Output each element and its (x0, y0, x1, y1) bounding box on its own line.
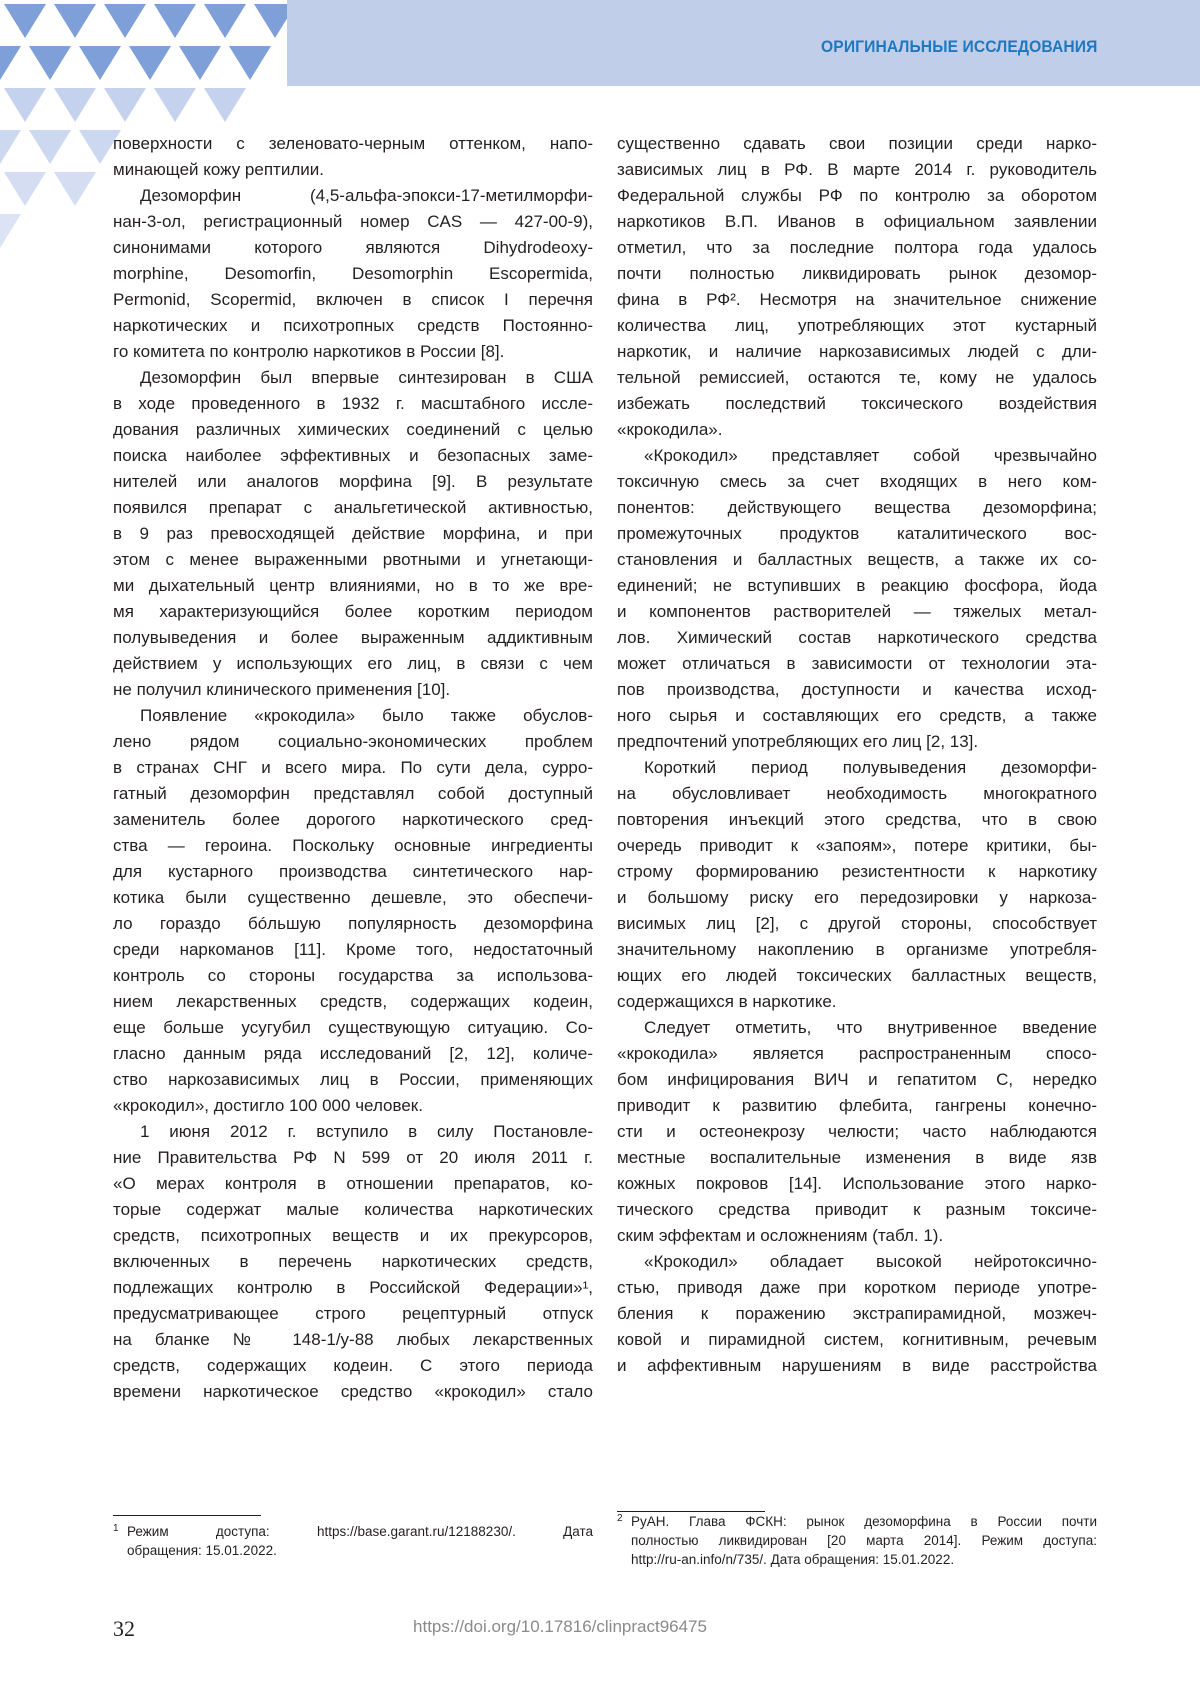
triangle-shape (204, 88, 246, 122)
text-line: нителей или аналогов морфина [9]. В результате (113, 469, 593, 495)
text-line: строму формированию резистентности к наркотику (617, 859, 1097, 885)
triangle-shape (54, 4, 96, 38)
text-line: сти и остеонекрозу челюсти; часто наблюдаются (617, 1119, 1097, 1145)
text-line: времени наркотическое средство «крокодил» стало (113, 1379, 593, 1405)
text-line: «крокодила». (617, 417, 1097, 443)
text-line: на обусловливает необходимость многократного (617, 781, 1097, 807)
text-line: поиска наиболее эффективных и безопасных заме- (113, 443, 593, 469)
right-column (617, 131, 1097, 1379)
text-line: «крокодила» является распространенным спосо- (617, 1041, 1097, 1067)
text-line: поверхности с зеленовато-черным оттенком, напо- (113, 131, 593, 157)
paragraph (113, 183, 593, 365)
triangle-shape (104, 4, 146, 38)
text-line: ства — героина. Поскольку основные ингредиенты (113, 833, 593, 859)
text-line: ние Правительства РФ N 599 от 20 июля 2011 г. (113, 1145, 593, 1171)
text-line: почти полностью ликвидировать рынок дезомор- (617, 261, 1097, 287)
text-line: лов. Химический состав наркотического средства (617, 625, 1097, 651)
footnote-divider (113, 1515, 261, 1516)
text-line: наркотиков В.П. Иванов в официальном заявлении (617, 209, 1097, 235)
text-line: единений; не вступивших в реакцию фосфора, йода (617, 573, 1097, 599)
footnote-line: РуАН. Глава ФСКН: рынок дезоморфина в России почти (617, 1512, 1097, 1531)
text-line: нан-3-ол, регистрационный номер CAS — 427-00-9), (113, 209, 593, 235)
text-line: Дезоморфин (4,5-альфа-эпокси-17-метилморфи- (113, 183, 593, 209)
text-line: контроль со стороны государства за использова- (113, 963, 593, 989)
text-line: мя характеризующийся более коротким периодом (113, 599, 593, 625)
text-line: включенных в перечень наркотических средств, (113, 1249, 593, 1275)
text-line: местные воспалительные изменения в виде язв (617, 1145, 1097, 1171)
text-line: на бланке № 148-1/у-88 любых лекарственных (113, 1327, 593, 1353)
triangle-shape (154, 88, 196, 122)
paragraph (113, 703, 593, 1119)
footnote-line: полностью ликвидирован [20 марта 2014]. Режим доступа: (617, 1531, 1097, 1550)
text-line: может отличаться в зависимости от технологии эта- (617, 651, 1097, 677)
triangle-shape (29, 130, 71, 164)
paragraph (617, 1015, 1097, 1249)
paragraph (113, 365, 593, 703)
section-title: ОРИГИНАЛЬНЫЕ ИССЛЕДОВАНИЯ (821, 37, 1097, 57)
text-line: дования различных химических соединений с целью (113, 417, 593, 443)
text-line: подлежащих контролю в Российской Федерации»¹, (113, 1275, 593, 1301)
triangle-shape (179, 46, 221, 80)
text-line: и компонентов растворителей — тяжелых метал- (617, 599, 1097, 625)
text-line: зависимых лиц в РФ. В марте 2014 г. руководитель (617, 157, 1097, 183)
text-line: действием у использующих его лиц, в связи с чем (113, 651, 593, 677)
paragraph (617, 443, 1097, 755)
paragraph (617, 1249, 1097, 1379)
paragraph (617, 131, 1097, 443)
text-line: «Крокодил» обладает высокой нейротоксично- (617, 1249, 1097, 1275)
triangle-shape (0, 130, 21, 164)
text-line: котика были существенно дешевле, это обеспечи- (113, 885, 593, 911)
text-line: «О мерах контроля в отношении препаратов, ко- (113, 1171, 593, 1197)
text-line: приводит к развитию флебита, гангрены конечно- (617, 1093, 1097, 1119)
triangle-shape (29, 46, 71, 80)
text-line: ло гораздо бóльшую популярность дезоморфина (113, 911, 593, 937)
text-line: «крокодил», достигло 100 000 человек. (113, 1093, 593, 1119)
text-line: предусматривающее строго рецептурный отпуск (113, 1301, 593, 1327)
text-line: повторения инъекций этого средства, что в свою (617, 807, 1097, 833)
text-line: бом инфицирования ВИЧ и гепатитом С, нередко (617, 1067, 1097, 1093)
text-line: торые содержат малые количества наркотических (113, 1197, 593, 1223)
text-line: фина в РФ². Несмотря на значительное снижение (617, 287, 1097, 313)
triangle-shape (4, 172, 46, 206)
footnote-line: обращения: 15.01.2022. (113, 1541, 593, 1560)
text-line: бления к поражению экстрапирамидной, мозжеч- (617, 1301, 1097, 1327)
text-line: этом с менее выраженными рвотными и угнетающи- (113, 547, 593, 573)
triangle-shape (104, 88, 146, 122)
triangle-shape (154, 4, 196, 38)
text-line: существенно сдавать свои позиции среди нарко- (617, 131, 1097, 157)
text-line: гатный дезоморфин представлял собой доступный (113, 781, 593, 807)
text-line: Федеральной службы РФ по контролю за оборотом (617, 183, 1097, 209)
text-line: понентов: действующего вещества дезоморфина; (617, 495, 1097, 521)
text-line: Следует отметить, что внутривенное введение (617, 1015, 1097, 1041)
text-line: еще больше усугубил существующую ситуацию. Со- (113, 1015, 593, 1041)
text-line: появился препарат с анальгетической активностью, (113, 495, 593, 521)
triangle-shape (79, 46, 121, 80)
triangle-shape (4, 88, 46, 122)
text-line: становления и балластных веществ, а также их со- (617, 547, 1097, 573)
text-line: го комитета по контролю наркотиков в России [8]. (113, 339, 593, 365)
text-line: средств, содержащих кодеин. С этого периода (113, 1353, 593, 1379)
paragraph (617, 755, 1097, 1015)
text-line: средств, психотропных веществ и их прекурсоров, (113, 1223, 593, 1249)
text-line: очередь приводит к «запоям», потере критики, бы- (617, 833, 1097, 859)
text-line: ство наркозависимых лиц в России, применяющих (113, 1067, 593, 1093)
triangle-shape (4, 4, 46, 38)
footnote-2 (617, 1512, 1097, 1569)
text-line: Permonid, Scopermid, включен в список I перечня (113, 287, 593, 313)
text-line: заменитель более дорогого наркотического сред- (113, 807, 593, 833)
text-line: ного сырья и составляющих его средств, а также (617, 703, 1097, 729)
triangle-shape (229, 46, 271, 80)
text-line: полувыведения и более выраженным аддиктивным (113, 625, 593, 651)
doi-link[interactable]: https://doi.org/10.17816/clinpract96475 (0, 1617, 1120, 1637)
text-line: наркотических и психотропных средств Постоянно- (113, 313, 593, 339)
text-line: ющих его людей токсических балластных веществ, (617, 963, 1097, 989)
text-line: лено рядом социально-экономических проблем (113, 729, 593, 755)
footnote-number: 2 (617, 1509, 623, 1528)
text-line: «Крокодил» представляет собой чрезвычайно (617, 443, 1097, 469)
text-line: ковой и пирамидной систем, когнитивным, речевым (617, 1327, 1097, 1353)
text-line: и большому риску его передозировки у наркоза- (617, 885, 1097, 911)
text-line: минающей кожу рептилии. (113, 157, 593, 183)
footnote-line: http://ru-an.info/n/735/. Дата обращения: 15.01.2022. (617, 1550, 1097, 1569)
triangle-shape (204, 4, 246, 38)
text-line: предпочтений употребляющих его лиц [2, 13]. (617, 729, 1097, 755)
text-line: наркотик, и наличие наркозависимых людей с дли- (617, 339, 1097, 365)
paragraph (113, 131, 593, 183)
triangle-shape (0, 46, 21, 80)
footnote-line: Режим доступа: https://base.garant.ru/12188230/. Дата (113, 1522, 593, 1541)
text-line: количества лиц, употребляющих этот кустарный (617, 313, 1097, 339)
text-line: синонимами которого являются Dihydrodeoxy- (113, 235, 593, 261)
text-line: избежать последствий токсического воздействия (617, 391, 1097, 417)
text-line: ми дыхательный центр влияниями, но в то же вре- (113, 573, 593, 599)
triangle-shape (54, 88, 96, 122)
text-line: Дезоморфин был впервые синтезирован в США (113, 365, 593, 391)
page-number: 32 (113, 1616, 135, 1642)
left-column (113, 131, 593, 1405)
triangle-shape (54, 172, 96, 206)
text-line: ским эффектам и осложнениям (табл. 1). (617, 1223, 1097, 1249)
text-line: промежуточных продуктов каталитического вос- (617, 521, 1097, 547)
text-line: и аффективным нарушениям в виде расстройства (617, 1353, 1097, 1379)
text-line: Короткий период полувыведения дезоморфи- (617, 755, 1097, 781)
footnote-number: 1 (113, 1519, 119, 1538)
text-line: нием лекарственных средств, содержащих кодеин, (113, 989, 593, 1015)
text-line: тельной ремиссией, остаются те, кому не удалось (617, 365, 1097, 391)
text-line: в 9 раз превосходящей действие морфина, и при (113, 521, 593, 547)
text-line: Появление «крокодила» было также обуслов- (113, 703, 593, 729)
text-line: висимых лиц [2], с другой стороны, способствует (617, 911, 1097, 937)
paragraph (113, 1119, 593, 1405)
text-line: для кустарного производства синтетического нар- (113, 859, 593, 885)
text-line: 1 июня 2012 г. вступило в силу Постановле- (113, 1119, 593, 1145)
text-line: отметил, что за последние полтора года удалось (617, 235, 1097, 261)
text-line: пов производства, доступности и качества исход- (617, 677, 1097, 703)
text-line: значительному накоплению в организме употребля- (617, 937, 1097, 963)
text-line: стью, приводя даже при коротком периоде употре- (617, 1275, 1097, 1301)
text-line: не получил клинического применения [10]. (113, 677, 593, 703)
text-line: среди наркоманов [11]. Кроме того, недостаточный (113, 937, 593, 963)
triangle-shape (129, 46, 171, 80)
text-line: morphine, Desomorfin, Desomorphin Escopermida, (113, 261, 593, 287)
text-line: кожных покровов [14]. Использование этого нарко- (617, 1171, 1097, 1197)
text-line: гласно данным ряда исследований [2, 12], количе- (113, 1041, 593, 1067)
text-line: в странах СНГ и всего мира. По сути дела, сурро- (113, 755, 593, 781)
text-line: токсичную смесь за счет входящих в него ком- (617, 469, 1097, 495)
triangle-shape (0, 214, 21, 248)
text-line: содержащихся в наркотике. (617, 989, 1097, 1015)
text-line: тического средства приводит к разным токсиче- (617, 1197, 1097, 1223)
footnote-1 (113, 1522, 593, 1560)
text-line: в ходе проведенного в 1932 г. масштабного иссле- (113, 391, 593, 417)
